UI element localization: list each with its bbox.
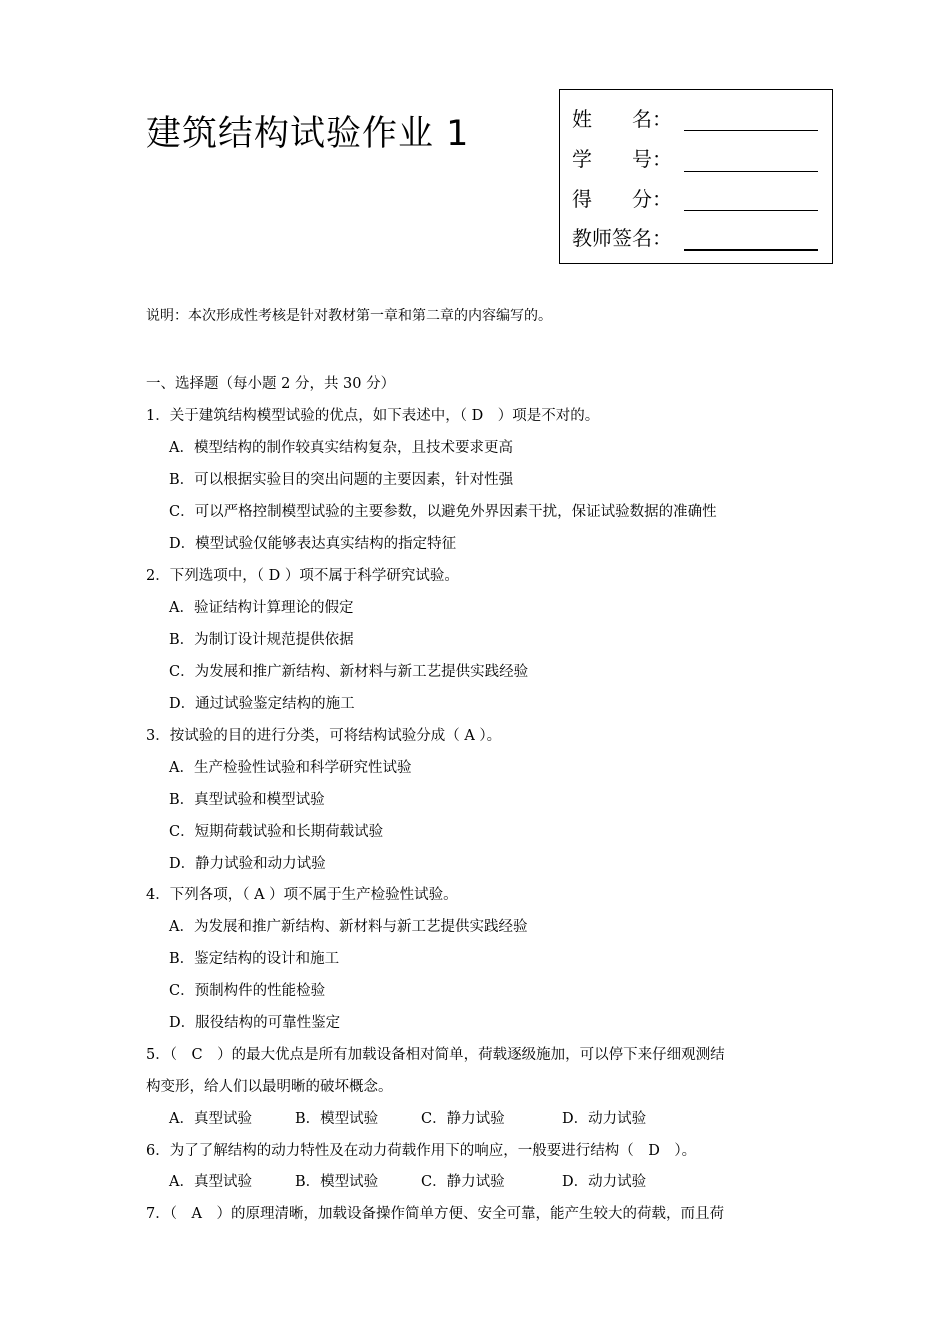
question-5-option-c: C．静力试验: [421, 1111, 505, 1127]
id-field[interactable]: [684, 171, 818, 172]
question-4: 4．下列各项，（ A ）项不属于生产检验性试验。: [146, 887, 458, 903]
question-2-option-c: C．为发展和推广新结构、新材料与新工艺提供实践经验: [169, 664, 529, 680]
question-5: 5．（ C ）的最大优点是所有加载设备相对简单，荷载逐级施加，可以停下来仔细观测结: [146, 1047, 725, 1063]
question-3-option-d: D．静力试验和动力试验: [169, 856, 326, 872]
question-2-option-b: B．为制订设计规范提供依据: [169, 632, 354, 648]
id-label: 学 号：: [572, 147, 672, 171]
question-4-option-b: B．鉴定结构的设计和施工: [169, 951, 340, 967]
question-1-option-a: A．模型结构的制作较真实结构复杂，且技术要求更高: [169, 440, 513, 456]
question-6-option-b: B．模型试验: [295, 1174, 379, 1190]
name-row: [572, 102, 684, 132]
question-5-continuation: 构变形，给人们以最明晰的破坏概念。: [146, 1079, 393, 1095]
question-2-option-d: D．通过试验鉴定结构的施工: [169, 696, 355, 712]
teacher-row: [572, 221, 684, 251]
teacher-label: 教师签名：: [572, 226, 672, 250]
question-5-option-b: B．模型试验: [295, 1111, 379, 1127]
question-2-option-a: A．验证结构计算理论的假定: [169, 600, 354, 616]
question-6-option-d: D．动力试验: [562, 1174, 647, 1190]
question-1-option-c: C．可以严格控制模型试验的主要参数，以避免外界因素干扰，保证试验数据的准确性: [169, 504, 717, 520]
question-4-option-c: C．预制构件的性能检验: [169, 983, 326, 999]
instructions-note: 说明：本次形成性考核是针对教材第一章和第二章的内容编写的。: [146, 308, 552, 324]
question-5-options: [169, 1109, 646, 1129]
question-3-option-c: C．短期荷载试验和长期荷载试验: [169, 824, 384, 840]
name-label: 姓 名：: [572, 107, 672, 131]
id-row: [572, 142, 684, 172]
question-7: 7．（ A ）的原理清晰，加载设备操作简单方便、安全可靠，能产生较大的荷载，而且荷: [146, 1206, 724, 1222]
question-1-option-d: D．模型试验仅能够表达真实结构的指定特征: [169, 536, 457, 552]
page-title: 建筑结构试验作业 1: [146, 114, 470, 154]
question-5-option-a: A．真型试验: [169, 1111, 252, 1127]
question-5-option-d: D．动力试验: [562, 1111, 647, 1127]
score-label: 得 分：: [572, 187, 672, 211]
score-field[interactable]: [684, 210, 818, 211]
teacher-signature-field[interactable]: [684, 249, 818, 251]
question-6-options: [169, 1172, 646, 1192]
question-1: 1．关于建筑结构模型试验的优点，如下表述中，（ D ）项是不对的。: [146, 408, 600, 424]
question-4-option-a: A．为发展和推广新结构、新材料与新工艺提供实践经验: [169, 919, 528, 935]
name-field[interactable]: [684, 130, 818, 131]
question-1-option-b: B．可以根据实验目的突出问题的主要因素，针对性强: [169, 472, 514, 488]
question-6-option-a: A．真型试验: [169, 1174, 252, 1190]
question-3-option-a: A．生产检验性试验和科学研究性试验: [169, 760, 412, 776]
question-6: 6．为了了解结构的动力特性及在动力荷载作用下的响应，一般要进行结构（ D ）。: [146, 1143, 697, 1159]
question-3: 3．按试验的目的进行分类，可将结构试验分成（ A ）。: [146, 728, 502, 744]
question-4-option-d: D．服役结构的可靠性鉴定: [169, 1015, 341, 1031]
student-info-box: [559, 89, 833, 264]
question-6-option-c: C．静力试验: [421, 1174, 505, 1190]
section-heading: 一、选择题（每小题 2 分，共 30 分）: [146, 376, 396, 392]
question-3-option-b: B．真型试验和模型试验: [169, 792, 325, 808]
score-row: [572, 182, 684, 212]
question-2: 2．下列选项中，（ D ）项不属于科学研究试验。: [146, 568, 459, 584]
